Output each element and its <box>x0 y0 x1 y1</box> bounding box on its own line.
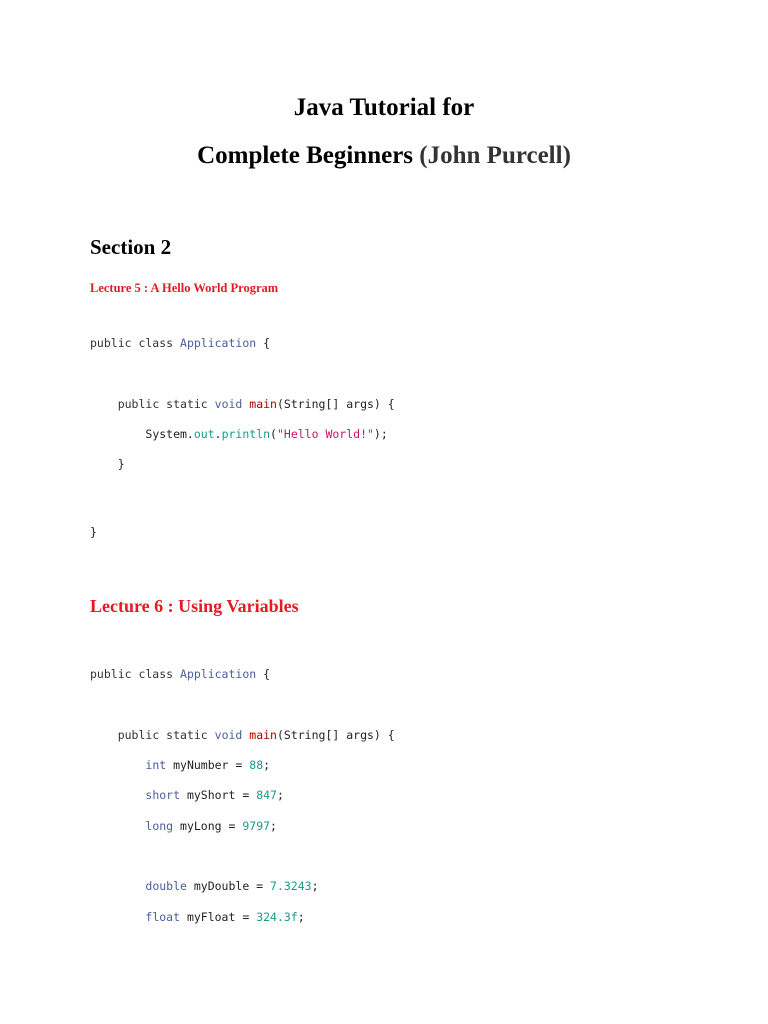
title-close-paren: ) <box>562 142 571 169</box>
code-line: long myLong = 9797; <box>90 818 277 834</box>
code-line: short myShort = 847; <box>90 787 284 803</box>
title-open-paren: ( <box>419 142 428 169</box>
lecture6-heading: Lecture 6 : Using Variables <box>90 596 299 616</box>
title-author: John Purcell <box>427 142 563 169</box>
code-line: } <box>90 525 97 539</box>
document-title-line1 <box>0 93 768 123</box>
code-line: public static void main(String[] args) { <box>90 396 395 412</box>
code-line: float myFloat = 324.3f; <box>90 909 305 925</box>
code-line: public class Application { <box>90 336 271 350</box>
code-line: System.out.println("Hello World!"); <box>90 426 388 442</box>
code-line: double myDouble = 7.3243; <box>90 878 319 894</box>
lecture5-heading: Lecture 5 : A Hello World Program <box>90 281 279 295</box>
document-title-line2 <box>0 141 768 171</box>
code-line: } <box>90 456 125 472</box>
section-heading: Section 2 <box>90 235 172 259</box>
code-line: public class Application { <box>90 667 271 681</box>
title-line1-text: Java Tutorial for <box>293 94 475 121</box>
code-line: int myNumber = 88; <box>90 757 270 773</box>
title-line2-text: Complete Beginners <box>197 142 414 169</box>
code-line: public static void main(String[] args) { <box>90 727 395 743</box>
